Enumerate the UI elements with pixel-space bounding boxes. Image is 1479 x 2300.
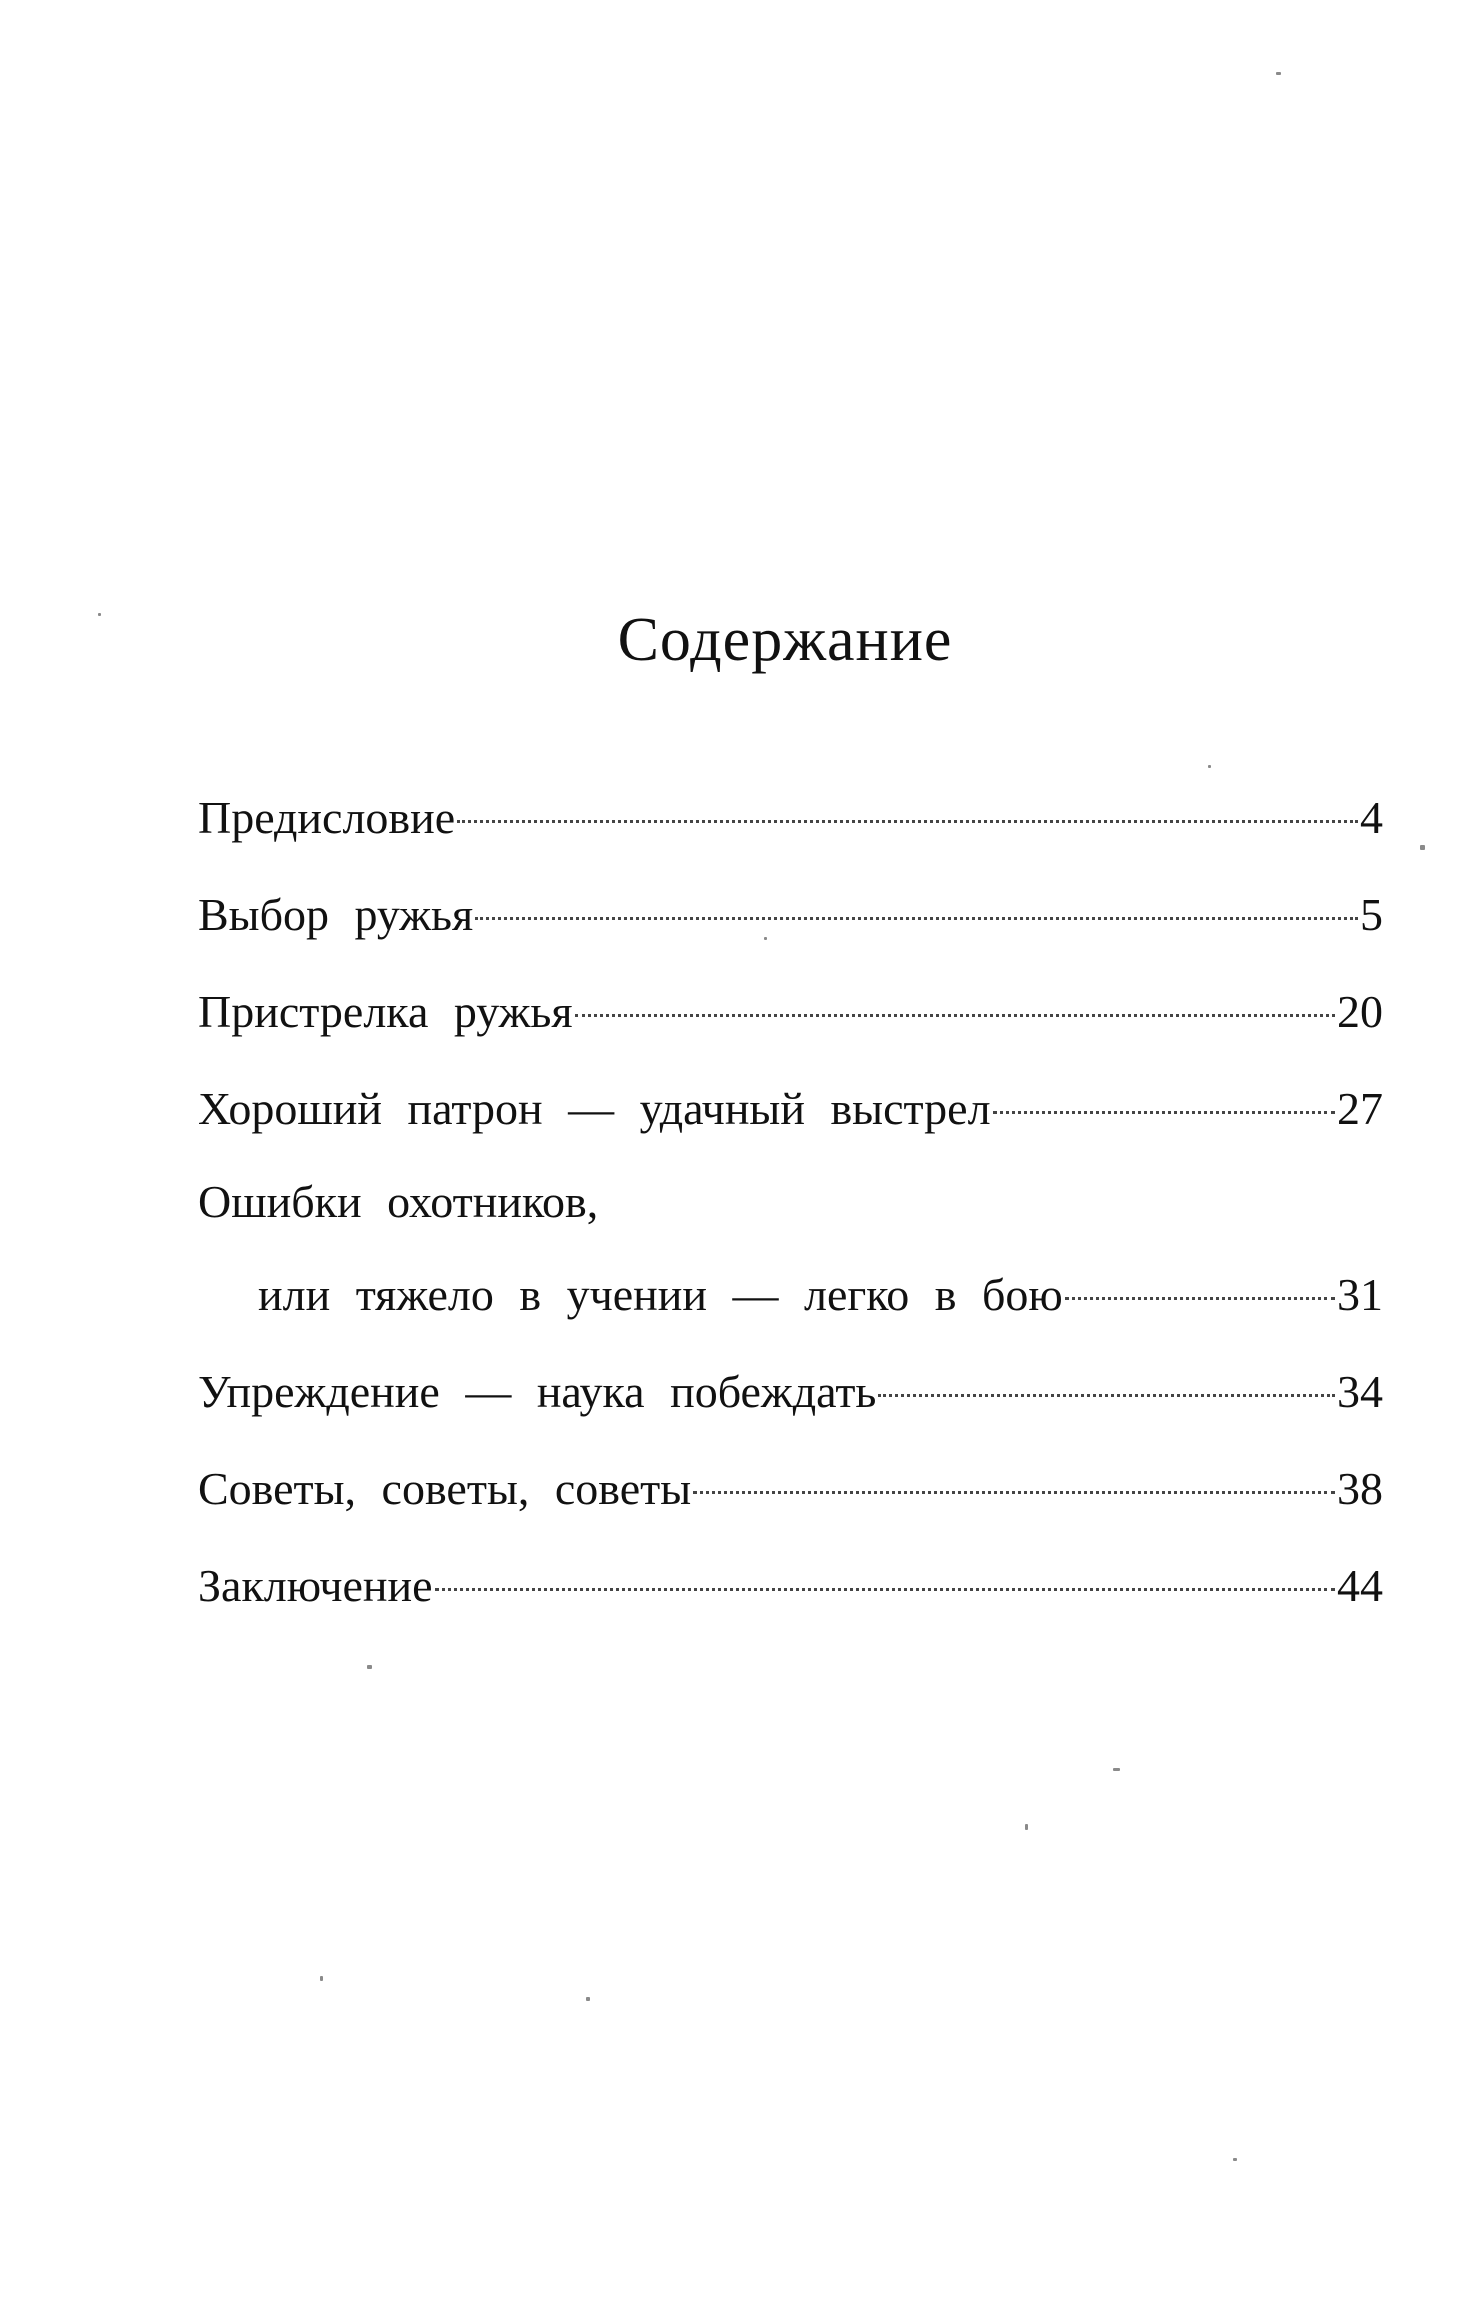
toc-entry-label: Советы, советы, советы — [198, 1463, 692, 1514]
toc-entry-continuation — [198, 1246, 1383, 1343]
toc-entry — [198, 866, 1383, 963]
toc-entry-label: Предисловие — [198, 792, 456, 843]
dot-leader — [475, 917, 1358, 920]
toc-entry — [198, 963, 1383, 1060]
toc-entry-label: Выбор ружья — [198, 889, 474, 940]
toc-entry-page: 34 — [1337, 1366, 1383, 1417]
toc-entry-page: 38 — [1337, 1463, 1383, 1514]
toc-entry-label: или тяжело в учении — легко в бою — [258, 1269, 1063, 1320]
toc-entry-label: Хороший патрон — удачный выстрел — [198, 1083, 991, 1134]
toc-entry — [198, 1060, 1383, 1157]
scan-speck — [98, 613, 101, 616]
toc-entry-label: Пристрелка ружья — [198, 986, 573, 1037]
toc-entry-label: Ошибки охотников, — [198, 1176, 599, 1227]
dot-leader — [457, 820, 1358, 823]
toc-entry — [198, 1537, 1383, 1634]
toc-entry-page: 44 — [1337, 1560, 1383, 1611]
scan-speck — [1420, 845, 1425, 850]
scan-speck — [1025, 1824, 1028, 1830]
dot-leader — [878, 1394, 1335, 1397]
dot-leader — [575, 1014, 1335, 1017]
scan-speck — [1113, 1768, 1120, 1771]
page-title: Содержание — [617, 606, 953, 674]
dot-leader — [993, 1111, 1335, 1114]
toc-entry — [198, 1157, 1383, 1246]
toc-entry-page: 31 — [1337, 1269, 1383, 1320]
scan-speck — [367, 1665, 372, 1669]
scan-speck — [764, 937, 767, 940]
table-of-contents — [198, 769, 1383, 1634]
scan-speck — [1276, 72, 1281, 75]
toc-entry — [198, 769, 1383, 866]
scan-speck — [320, 1976, 323, 1981]
toc-entry-page: 4 — [1360, 792, 1383, 843]
toc-entry-page: 20 — [1337, 986, 1383, 1037]
toc-entry — [198, 1343, 1383, 1440]
scan-speck — [1208, 765, 1211, 768]
toc-entry-label: Упреждение — наука побеждать — [198, 1366, 877, 1417]
toc-entry-page: 27 — [1337, 1083, 1383, 1134]
scan-speck — [586, 1997, 590, 2001]
toc-entry-label: Заключение — [198, 1560, 433, 1611]
dot-leader — [435, 1588, 1335, 1591]
dot-leader — [693, 1491, 1335, 1494]
toc-entry — [198, 1440, 1383, 1537]
scan-speck — [1233, 2158, 1237, 2161]
dot-leader — [1065, 1297, 1335, 1300]
toc-entry-page: 5 — [1360, 889, 1383, 940]
